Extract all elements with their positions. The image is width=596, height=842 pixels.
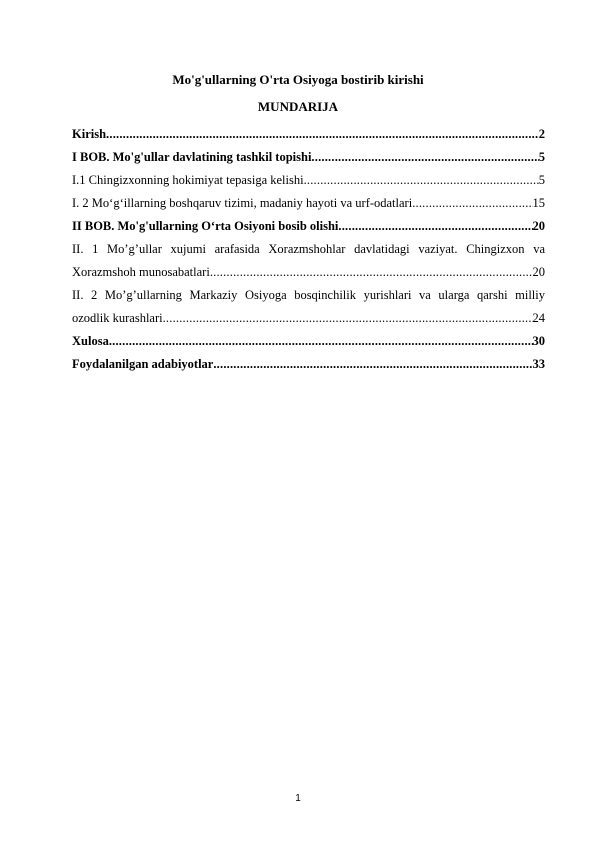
toc-entry-section-2-1-line2[interactable] [72,261,545,284]
toc-entry-adabiyotlar[interactable] [72,353,545,376]
toc-heading: MUNDARIJA [257,99,339,114]
toc-entry-page: 33 [532,357,545,371]
toc-leader-dots [412,192,532,215]
toc-entry-text: Xorazmshoh munosabatlari [72,265,210,279]
toc-entry-text: Kirish [72,127,107,141]
toc-entry-text: I. 2 Mo‘g‘illarning boshqaruv tizimi, madaniy hayoti va urf-odatlari [72,196,413,210]
toc-entry-section-2-2-line1[interactable]: II. 2 Mo’g’ullarning Markaziy Osiyoga bosqinchilik yurishlari va ularga qarshi milliy [72,288,545,302]
toc-leader-dots [109,330,533,353]
toc-entry-section-1-2[interactable] [72,192,545,215]
toc-leader-dots [304,169,539,192]
toc-entry-page: 15 [532,196,545,210]
toc-entry-text: I BOB. Mo'g'ullar davlatining tashkil topishi [72,150,312,164]
toc-entry-xulosa[interactable] [72,330,545,353]
toc-leader-dots [163,307,533,330]
document-title: Mo'g'ullarning O'rta Osiyoga bostirib kirishi [172,72,424,87]
toc-entry-page: 30 [532,334,545,348]
toc-leader-dots [210,261,533,284]
toc-leader-dots [311,146,538,169]
toc-entry-page: 24 [532,311,545,325]
toc-entry-chapter-1[interactable] [72,146,545,169]
toc-entry-text: II BOB. Mo'g'ullarning O‘rta Osiyoni bosib olishi [72,219,339,233]
toc-entry-page: 5 [538,150,545,164]
toc-entry-text: ozodlik kurashlari [72,311,163,325]
toc-entry-text: Foydalanilgan adabiyotlar [72,357,214,371]
toc-leader-dots [106,123,539,146]
toc-leader-dots [338,215,532,238]
toc-entry-page: 2 [538,127,545,141]
toc-entry-text: I.1 Chingizxonning hokimiyat tepasiga kelishi [72,173,304,187]
toc-entry-chapter-2[interactable] [72,215,545,238]
toc-entry-section-2-2-line2[interactable] [72,307,545,330]
toc-entry-section-2-1-line1[interactable]: II. 1 Mo’g’ullar xujumi arafasida Xorazmshohlar davlatidagi vaziyat. Chingizxon va [72,242,545,256]
table-of-contents [72,123,545,376]
page-number: 1 [295,793,301,804]
toc-leader-dots [213,353,532,376]
toc-entry-kirish[interactable] [72,123,545,146]
toc-entry-page: 5 [538,173,545,187]
toc-entry-page: 20 [532,265,545,279]
toc-entry-text: Xulosa [72,334,109,348]
toc-entry-page: 20 [532,219,545,233]
toc-entry-section-1-1[interactable] [72,169,545,192]
